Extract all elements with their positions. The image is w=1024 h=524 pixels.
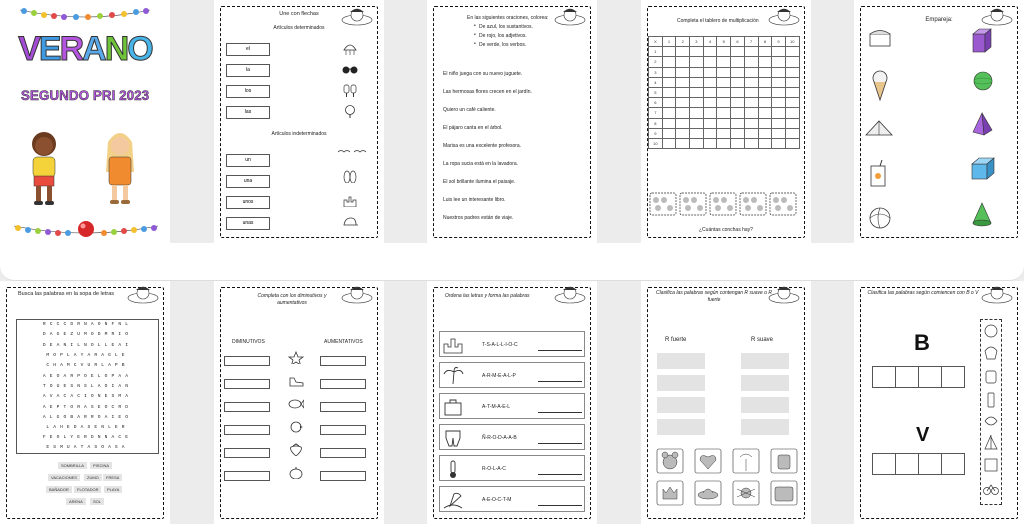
grid-row-text: MOPLAYARAGLE — [46, 353, 129, 359]
section-heading: Artículos determinados — [273, 25, 325, 31]
answer-slot[interactable] — [741, 375, 789, 391]
letter-grid[interactable] — [16, 319, 159, 454]
article-box[interactable]: unas — [226, 217, 270, 230]
sentence[interactable]: El pájaro canta en el árbol. — [443, 125, 503, 131]
answer-line[interactable] — [538, 412, 582, 413]
cube-icon[interactable] — [970, 156, 996, 182]
sunglasses-icon — [342, 63, 358, 76]
article-box[interactable]: una — [226, 175, 270, 188]
instruction-text: De verde, los verbos. — [479, 42, 527, 48]
tent-icon[interactable] — [864, 118, 894, 138]
row-label: 9 — [649, 128, 663, 138]
grid-row — [649, 57, 800, 67]
page-title: Clasifica las palabras según contengan R suave o R fuerte — [656, 290, 772, 303]
sentence[interactable]: La ropa sucia está en la lavadora. — [443, 161, 519, 167]
cover-subtitle: SEGUNDO PRI 2023 — [20, 88, 150, 103]
grid-header: 3 — [690, 37, 704, 47]
unscramble-row[interactable] — [439, 362, 585, 388]
worksheet-row-bottom — [0, 281, 1024, 524]
worksheet-unscramble[interactable] — [427, 281, 597, 524]
v-word-slot[interactable] — [872, 453, 896, 475]
diminutive-input[interactable] — [224, 471, 270, 481]
flipflops-icon — [342, 170, 358, 183]
bullet: • — [474, 23, 476, 29]
row-label: 8 — [649, 118, 663, 128]
sentence[interactable]: Nuestros padres están de viaje. — [443, 215, 514, 221]
kid-header-icon — [980, 6, 1014, 26]
grid-row-text: ALGOBARROAIEO — [42, 414, 133, 420]
row-separator — [0, 243, 1024, 281]
word-chip: PISCINA — [90, 462, 112, 469]
grid-header: 9 — [772, 37, 786, 47]
grid-row-text: TOUESNSLAOIAN — [42, 383, 133, 389]
juice-icon[interactable] — [868, 160, 890, 188]
beach-icon — [442, 490, 464, 510]
garland-top — [20, 8, 150, 20]
page-title: Busca las palabras en la sopa de letras — [18, 291, 115, 297]
unscramble-row[interactable] — [439, 424, 585, 450]
grid-row-text: CHAMCVURLAPB — [46, 363, 129, 369]
augmentative-input[interactable] — [320, 425, 366, 435]
cake-icon[interactable] — [868, 28, 892, 50]
word-chip: FLOTADOR — [74, 486, 101, 493]
kid-header-icon — [340, 284, 374, 304]
title-letter-v: V — [18, 30, 39, 68]
word-chip: BAÑADOR — [46, 486, 72, 493]
word-chip: FRESA — [103, 474, 122, 481]
kid-header-icon — [553, 6, 587, 26]
scrambled-letters: T-S-A-L-L-I-O-C — [482, 342, 518, 348]
sphere-icon[interactable] — [972, 70, 994, 92]
b-word-slot[interactable] — [941, 366, 965, 388]
page-title: Completa con los diminutivos y aumentativos — [257, 293, 327, 306]
answer-slot[interactable] — [741, 397, 789, 413]
article-box[interactable]: unos — [226, 196, 270, 209]
cap-icon — [342, 216, 358, 229]
augmentative-input[interactable] — [320, 356, 366, 366]
letter-b-heading: B — [914, 330, 930, 355]
grid-row-text: AEPTORASEOCRD — [42, 404, 133, 410]
scrambled-letters: A-R-M-E-A-L-P — [482, 373, 516, 379]
answer-slot[interactable] — [657, 353, 705, 369]
grid-row-text: DAGEZUMODMRIO — [42, 332, 133, 338]
augmentative-input[interactable] — [320, 471, 366, 481]
answer-line[interactable] — [538, 381, 582, 382]
unscramble-row[interactable] — [439, 393, 585, 419]
column-heading: R fuerte — [665, 337, 687, 343]
instruction-text: De azul, los sustantivos. — [479, 24, 533, 30]
letter-v-heading: V — [916, 424, 930, 446]
grid-row — [649, 138, 800, 148]
kid-header-icon — [767, 6, 801, 26]
swimsuit-icon — [442, 428, 464, 448]
dashed-frame — [433, 6, 591, 238]
column-heading: DIMINUTIVOS — [232, 339, 265, 345]
seagulls-icon — [336, 146, 370, 159]
sentence[interactable]: Luis lee un interesante libro. — [443, 197, 506, 203]
answer-line[interactable] — [538, 505, 582, 506]
grid-header: 2 — [676, 37, 690, 47]
title-letter-a: A — [82, 30, 105, 68]
b-word-slot[interactable] — [918, 366, 942, 388]
sentence[interactable]: El niño juega con su nuevo juguete. — [443, 71, 523, 77]
word-chip: SOL — [90, 498, 104, 505]
ball-icon[interactable] — [868, 206, 892, 230]
row-label: 6 — [649, 98, 663, 108]
b-word-slot[interactable] — [895, 366, 919, 388]
worksheet-row-top — [0, 0, 1024, 243]
row-label: 4 — [649, 77, 663, 87]
bird-icon — [288, 420, 304, 433]
grid-row — [649, 47, 800, 57]
grid-row-text: AVACACIONESMA — [42, 394, 133, 400]
augmentative-input[interactable] — [320, 448, 366, 458]
popsicles-icon — [342, 84, 358, 97]
worksheet-match-shapes[interactable] — [854, 0, 1024, 243]
prism-icon[interactable] — [970, 28, 994, 54]
column-heading: AUMENTATIVOS — [324, 339, 363, 345]
grid-row-text: AEOARPOELOPAA — [42, 373, 133, 379]
answer-line[interactable] — [538, 474, 582, 475]
v-word-slot[interactable] — [895, 453, 919, 475]
worksheet-sentences[interactable] — [427, 0, 597, 243]
kid-header-icon — [126, 284, 160, 304]
pumpkin-icon — [288, 466, 304, 479]
word-chip: ZUMO — [84, 474, 102, 481]
row-label: 5 — [649, 87, 663, 97]
fish-icon — [288, 397, 304, 410]
column-heading: R suave — [751, 337, 774, 343]
sentence[interactable]: Quiero un café caliente. — [443, 107, 496, 113]
row-label: 3 — [649, 67, 663, 77]
word-chip: SOMBRILLA — [58, 462, 87, 469]
page-title: Ordena las letras y forma las palabras — [445, 293, 530, 299]
kid-header-icon — [553, 284, 587, 304]
icecream-icon[interactable] — [870, 70, 890, 102]
augmentative-input[interactable] — [320, 402, 366, 412]
strawberry-icon — [288, 443, 304, 456]
diminutive-input[interactable] — [224, 379, 270, 389]
answer-slot[interactable] — [657, 419, 705, 435]
worksheet-articles[interactable] — [214, 0, 384, 243]
grid-row — [649, 118, 800, 128]
grid-header: 4 — [703, 37, 717, 47]
grid-row-text: LAHEDASENLER — [46, 425, 129, 431]
grid-row-text: ESMUATASOASA — [46, 445, 129, 451]
grid-header: 6 — [731, 37, 745, 47]
diminutive-input[interactable] — [224, 448, 270, 458]
grid-row — [649, 77, 800, 87]
grid-header: 10 — [785, 37, 799, 47]
title-letter-e: E — [38, 30, 60, 68]
girl-illustration — [106, 133, 134, 204]
grid-header: X — [649, 37, 663, 47]
grid-row — [649, 98, 800, 108]
section-heading: Artículos indeterminados — [271, 131, 327, 137]
word-chip: PLAYA — [104, 486, 122, 493]
row-label: 2 — [649, 57, 663, 67]
answer-slot[interactable] — [657, 375, 705, 391]
article-box[interactable]: un — [226, 154, 270, 167]
grid-header-row — [649, 37, 800, 47]
article-box[interactable]: la — [226, 64, 270, 77]
instruction-text: De rojo, los adjetivos. — [479, 33, 527, 39]
row-label: 1 — [649, 47, 663, 57]
answer-slot[interactable] — [741, 353, 789, 369]
grid-row-text: DEANILNOLLEAI — [42, 342, 133, 348]
title-letter-r: R — [59, 30, 83, 68]
word-chip: VACACIONES — [48, 474, 80, 481]
grid-row — [649, 87, 800, 97]
bullet: • — [474, 32, 476, 38]
grid-row — [649, 67, 800, 77]
page-title: Empareja: — [925, 17, 953, 23]
shell-boxes — [649, 191, 805, 217]
worksheet-r-sounds[interactable] — [641, 281, 811, 524]
grid-row — [649, 128, 800, 138]
bullet: • — [474, 41, 476, 47]
answer-line[interactable] — [538, 350, 582, 351]
page-title: Completa el tablero de multiplicación — [677, 18, 759, 24]
sentence[interactable]: Las hermosas flores crecen en el jardín. — [443, 89, 532, 95]
scrambled-letters: R-O-L-A-C — [482, 466, 506, 472]
answer-slot[interactable] — [657, 397, 705, 413]
word-chip: ARENA — [66, 498, 86, 505]
unscramble-row[interactable] — [439, 455, 585, 481]
title-letter-n: N — [104, 30, 128, 68]
answer-slot[interactable] — [741, 419, 789, 435]
diminutive-input[interactable] — [224, 425, 270, 435]
grid-header: 5 — [717, 37, 731, 47]
picture-strip-icons — [982, 321, 1000, 503]
grid-header: 8 — [758, 37, 772, 47]
v-word-slot[interactable] — [918, 453, 942, 475]
grid-header: 7 — [744, 37, 758, 47]
sandcastle-icon — [442, 335, 464, 355]
worksheet-word-search[interactable] — [0, 281, 170, 524]
row-label: 10 — [649, 138, 663, 148]
palmtree-icon — [442, 366, 464, 386]
article-box[interactable]: los — [226, 85, 270, 98]
article-box[interactable]: las — [226, 106, 270, 119]
pyramid-icon[interactable] — [970, 112, 994, 136]
worksheet-diminutives[interactable] — [214, 281, 384, 524]
kid-header-icon — [980, 284, 1014, 304]
b-word-slot[interactable] — [872, 366, 896, 388]
page-title: Une con flechas — [279, 11, 319, 17]
unscramble-row[interactable] — [439, 486, 585, 512]
title-letter-o: O — [127, 30, 152, 68]
multiplication-grid[interactable] — [648, 36, 800, 149]
cone-icon[interactable] — [970, 202, 994, 228]
diminutive-input[interactable] — [224, 402, 270, 412]
jellyfish-icon — [342, 42, 358, 55]
diminutive-input[interactable] — [224, 356, 270, 366]
boy-illustration — [32, 132, 56, 205]
star-icon — [288, 351, 304, 364]
suitcase-icon — [442, 397, 464, 417]
article-box[interactable]: el — [226, 43, 270, 56]
worksheet-b-v[interactable] — [854, 281, 1024, 524]
shell-question: ¿Cuántas conchas hay? — [699, 227, 753, 233]
sandcastle-icon — [342, 194, 358, 207]
grid-row-text: FEOLYERDNNACE — [42, 435, 133, 441]
thermometer-icon — [442, 459, 464, 479]
cover-page[interactable] — [0, 0, 170, 243]
augmentative-input[interactable] — [320, 379, 366, 389]
sentence[interactable]: El sol brillante ilumina el paisaje. — [443, 179, 516, 185]
scrambled-letters: Ñ-R-O-D-A-A-B — [482, 435, 517, 441]
v-word-slot[interactable] — [941, 453, 965, 475]
answer-line[interactable] — [538, 443, 582, 444]
row-label: 7 — [649, 108, 663, 118]
cover-title — [10, 30, 160, 69]
grid-row-text: RCCCDRNAONFNL — [42, 322, 133, 328]
page-title: Clasifica las palabras según comiencen con B o V — [867, 290, 979, 296]
grid-header: 1 — [662, 37, 676, 47]
lollipop-icon — [342, 105, 358, 118]
worksheet-multiplication[interactable] — [641, 0, 811, 243]
sentence[interactable]: Marisa es una excelente profesora. — [443, 143, 522, 149]
unscramble-row[interactable] — [439, 331, 585, 357]
grid-row — [649, 108, 800, 118]
scrambled-letters: A-T-M-A-E-L — [482, 404, 511, 410]
scrambled-letters: A-E-O-C-T-M — [482, 497, 512, 503]
shoe-icon — [288, 374, 304, 387]
instruction-text: En las siguientes oraciones, colorea: — [467, 15, 549, 21]
garland-bottom — [14, 221, 158, 237]
picture-grid — [655, 447, 803, 509]
